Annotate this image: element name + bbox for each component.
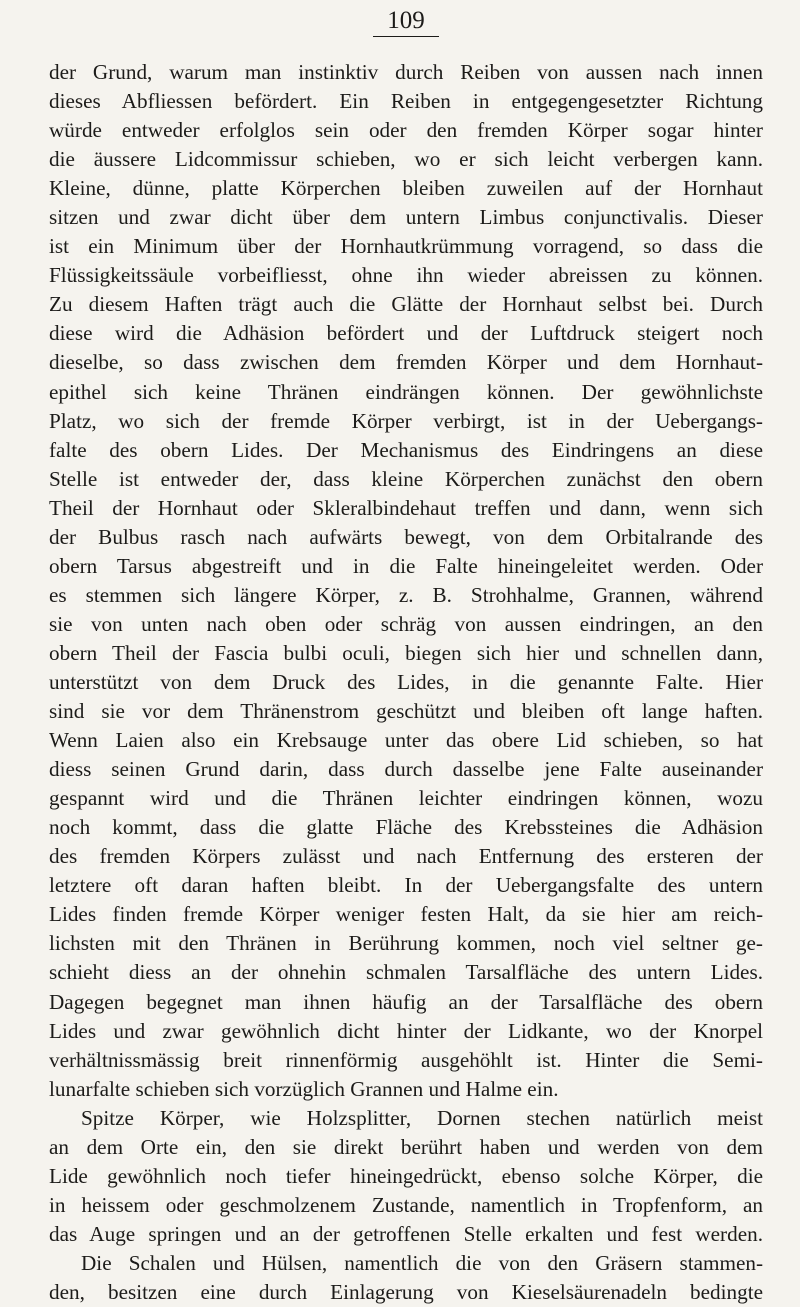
text-line: das Auge springen und an der getroffenen Stelle erkalten und fest werden. (49, 1221, 763, 1246)
text-line: würde entweder erfolglos sein oder den fremden Körper sogar hinter (49, 118, 763, 143)
text-line: Dagegen begegnet man ihnen häufig an der Tarsalfläche des obern (49, 989, 763, 1014)
text-line: verhältnissmässig breit rinnenförmig ausgehöhlt ist. Hinter die Semi- (49, 1047, 763, 1072)
text-line: des fremden Körpers zulässt und nach Entfernung des ersteren der (49, 844, 763, 869)
text-line: obern Tarsus abgestreift und in die Falte hineingeleitet werden. Oder (49, 553, 763, 578)
text-line: sitzen und zwar dicht über dem untern Limbus conjunctivalis. Dieser (49, 205, 763, 230)
text-line: Wenn Laien also ein Krebsauge unter das obere Lid schieben, so hat (49, 728, 763, 753)
text-line: Lide gewöhnlich noch tiefer hineingedrückt, ebenso solche Körper, die (49, 1163, 763, 1188)
text-line: in heissem oder geschmolzenem Zustande, namentlich in Tropfenform, an (49, 1192, 763, 1217)
text-line: unterstützt von dem Druck des Lides, in die genannte Falte. Hier (49, 669, 763, 694)
text-line: ist ein Minimum über der Hornhautkrümmung vorragend, so dass die (49, 234, 763, 259)
text-line: dieses Abfliessen befördert. Ein Reiben in entgegengesetzter Richtung (49, 89, 763, 114)
text-line: Die Schalen und Hülsen, namentlich die von den Gräsern stammen- (81, 1250, 763, 1275)
text-line: Theil der Hornhaut oder Skleralbindehaut treffen und dann, wenn sich (49, 495, 763, 520)
text-line: der Grund, warum man instinktiv durch Reiben von aussen nach innen (49, 60, 763, 84)
text-line: Zu diesem Haften trägt auch die Glätte der Hornhaut selbst bei. Durch (49, 292, 763, 317)
text-line: gespannt wird und die Thränen leichter eindringen können, wozu (49, 786, 763, 811)
text-line: sind sie vor dem Thränenstrom geschützt und bleiben oft lange haften. (49, 699, 763, 724)
text-line: an dem Orte ein, den sie direkt berührt haben und werden von dem (49, 1134, 763, 1159)
text-line: die äussere Lidcommissur schieben, wo er sich leicht verbergen kann. (49, 147, 763, 172)
text-line: lichsten mit den Thränen in Berührung kommen, noch viel seltner ge- (49, 931, 763, 956)
text-line: dieselbe, so dass zwischen dem fremden Körper und dem Hornhaut- (49, 350, 763, 375)
text-line: noch kommt, dass die glatte Fläche des Krebssteines die Adhäsion (49, 815, 763, 840)
text-line: Spitze Körper, wie Holzsplitter, Dornen stechen natürlich meist (81, 1105, 763, 1130)
text-line: epithel sich keine Thränen eindrängen können. Der gewöhnlichste (49, 379, 763, 404)
text-line: letztere oft daran haften bleibt. In der Uebergangsfalte des untern (49, 873, 763, 898)
text-line: sie von unten nach oben oder schräg von aussen eindringen, an den (49, 611, 763, 636)
text-line: diese wird die Adhäsion befördert und der Luftdruck steigert noch (49, 321, 763, 346)
text-line: Lides finden fremde Körper weniger festen Halt, da sie hier am reich- (49, 902, 763, 927)
text-line: Lides und zwar gewöhnlich dicht hinter der Lidkante, wo der Knorpel (49, 1018, 763, 1043)
text-line: obern Theil der Fascia bulbi oculi, biegen sich hier und schnellen dann, (49, 640, 763, 665)
text-line: lunarfalte schieben sich vorzüglich Grannen und Halme ein. (49, 1076, 559, 1101)
text-line: Platz, wo sich der fremde Körper verbirgt, ist in der Uebergangs- (49, 408, 763, 433)
text-line: Kleine, dünne, platte Körperchen bleiben zuweilen auf der Hornhaut (49, 176, 763, 201)
text-line: der Bulbus rasch nach aufwärts bewegt, von dem Orbitalrande des (49, 524, 763, 549)
text-line: diess seinen Grund darin, dass durch dasselbe jene Falte auseinander (49, 757, 763, 782)
text-line: Flüssigkeitssäule vorbeifliesst, ohne ihn wieder abreissen zu können. (49, 263, 763, 288)
text-line: es stemmen sich längere Körper, z. B. Strohhalme, Grannen, während (49, 582, 763, 607)
page-number: 109 (0, 6, 800, 37)
text-line: Stelle ist entweder der, dass kleine Körperchen zunächst den obern (49, 466, 763, 491)
text-line: den, besitzen eine durch Einlagerung von Kieselsäurenadeln bedingte (49, 1279, 763, 1304)
body-text (49, 58, 763, 1307)
text-line: schieht diess an der ohnehin schmalen Tarsalfläche des untern Lides. (49, 960, 763, 985)
text-line: falte des obern Lides. Der Mechanismus des Eindringens an diese (49, 437, 763, 462)
